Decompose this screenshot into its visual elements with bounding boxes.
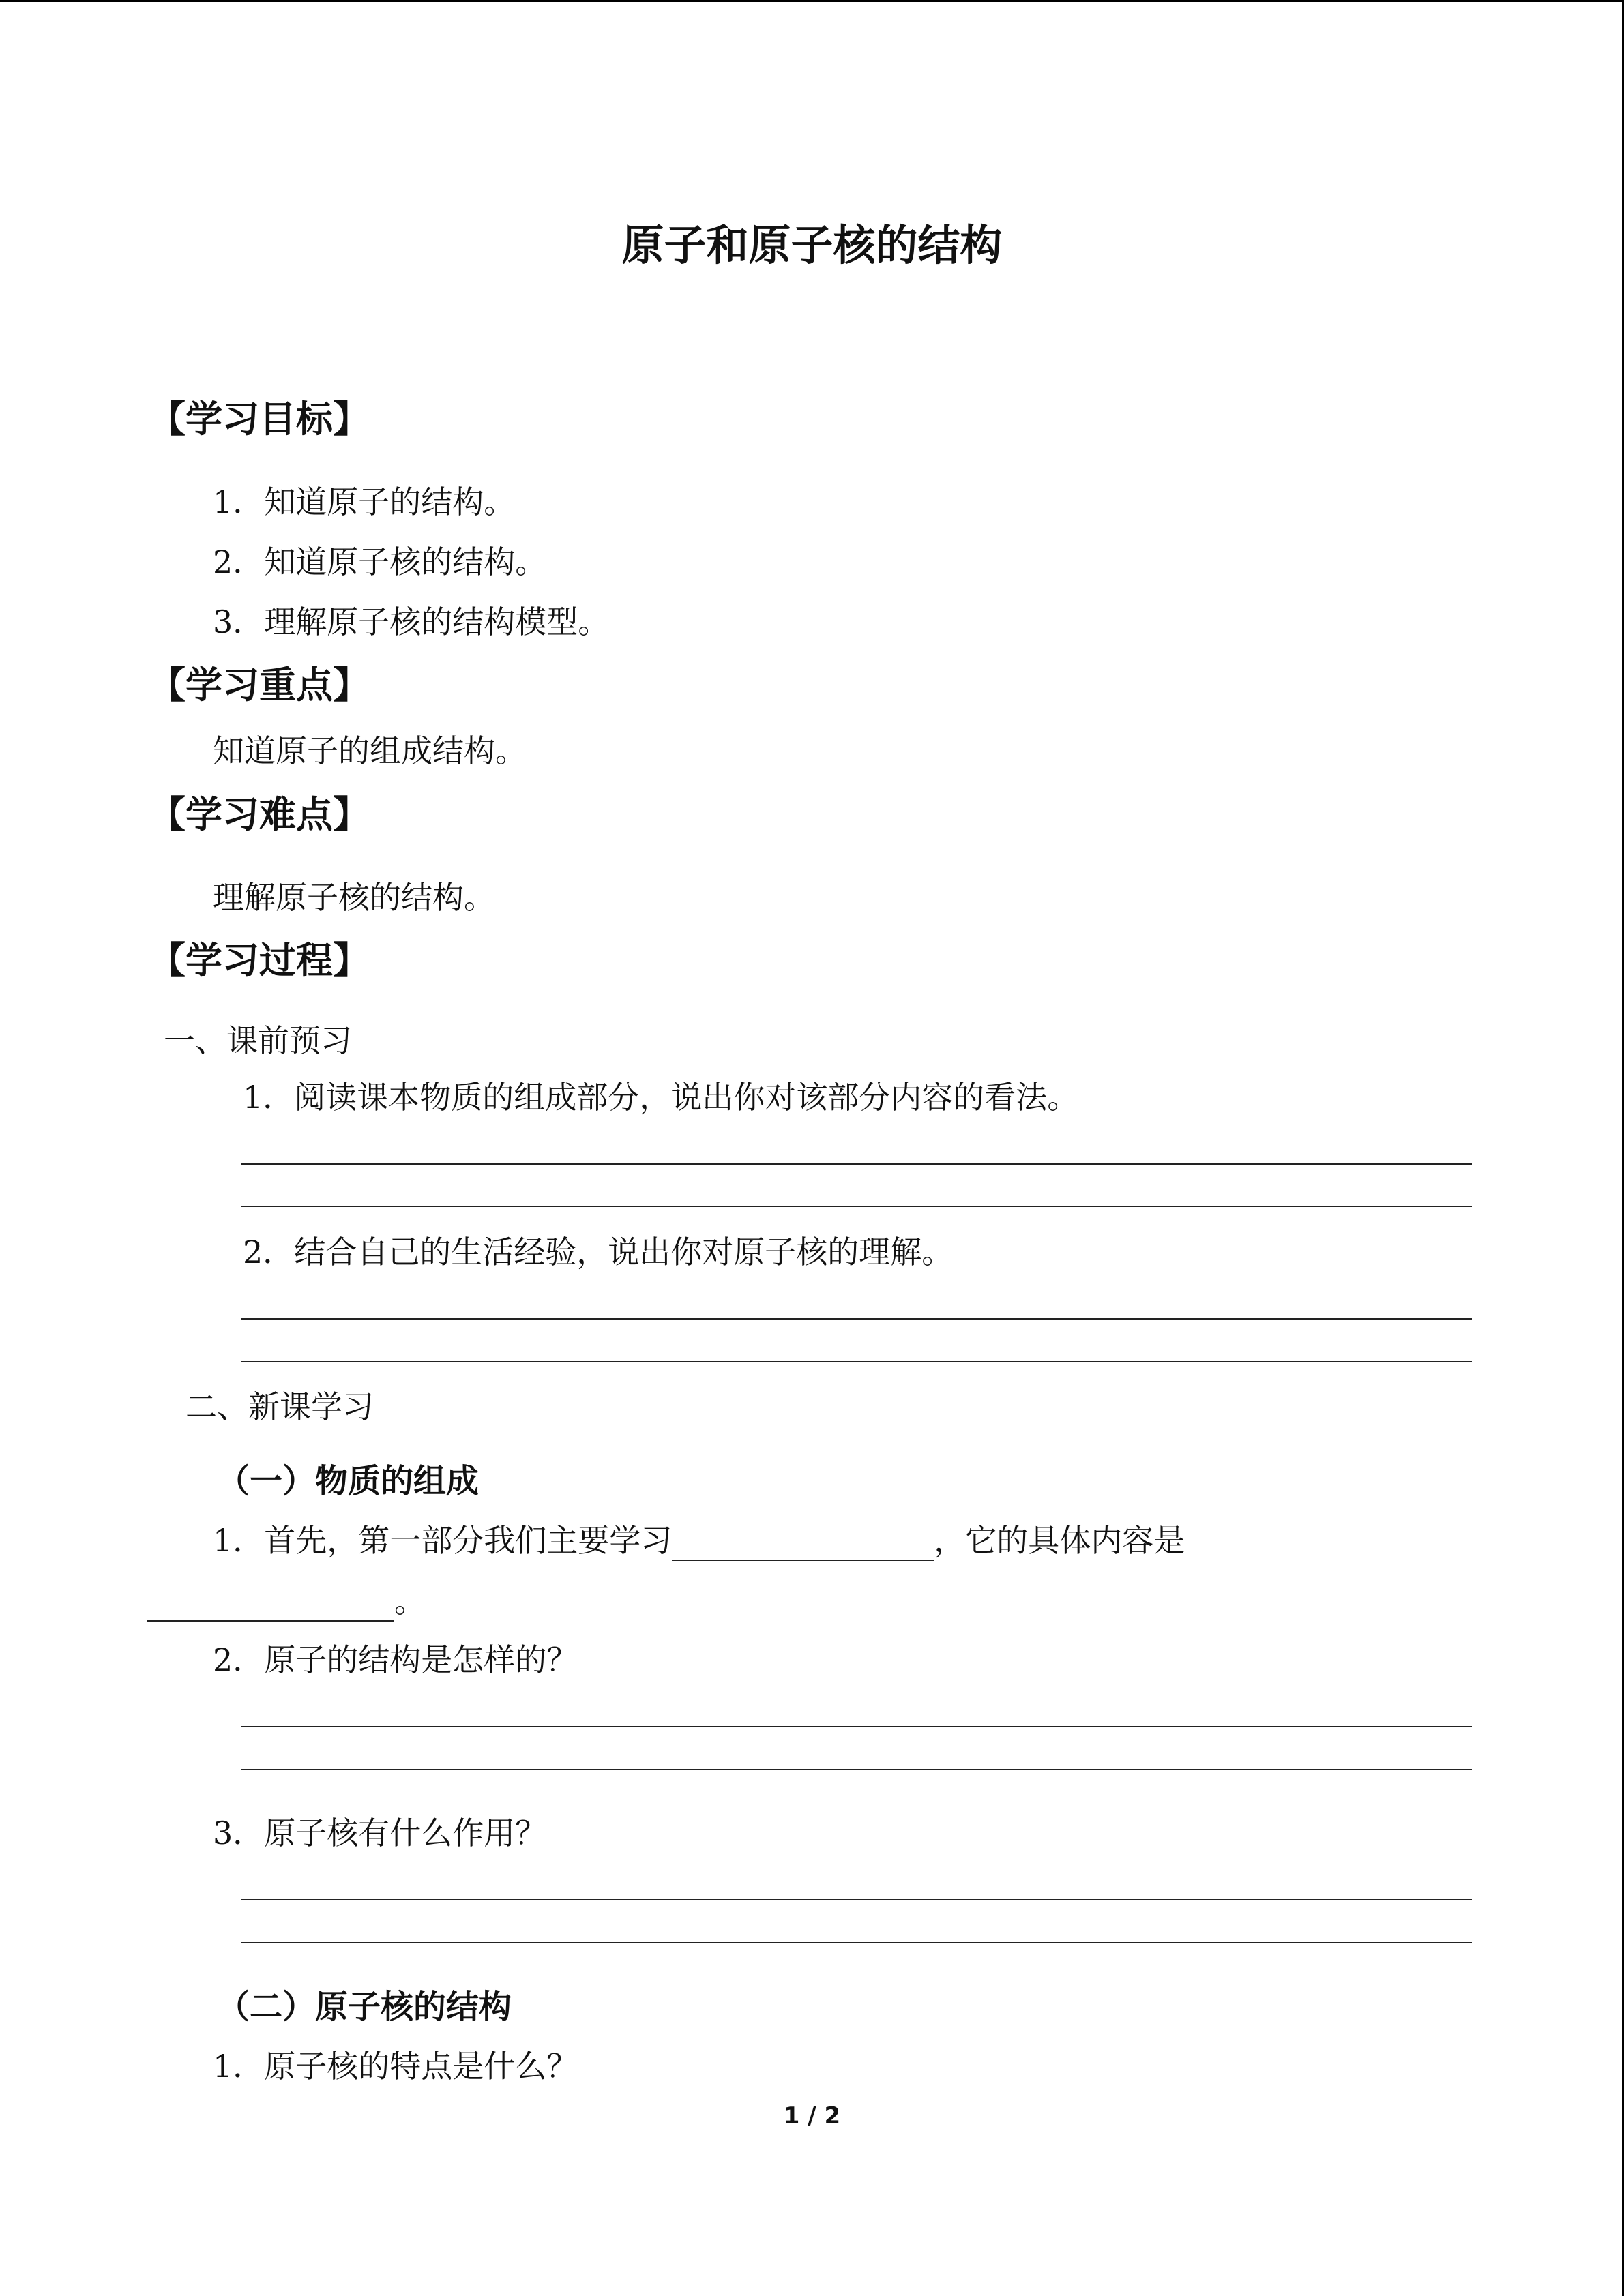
- answer-line[interactable]: [241, 1899, 1472, 1900]
- answer-line[interactable]: [241, 1163, 1472, 1165]
- part1-question-2: 2．原子的结构是怎样的？: [213, 1641, 578, 1678]
- difficulties-heading: 【学习难点】: [149, 793, 370, 836]
- answer-line[interactable]: [241, 1318, 1472, 1320]
- part1-question-1-continued: [147, 1577, 426, 1622]
- part1-q1-text-a: 1．首先，第一部分我们主要学习: [213, 1522, 673, 1559]
- preview-question-1: 1．阅读课本物质的组成部分，说出你对该部分内容的看法。: [243, 1079, 1079, 1116]
- answer-line[interactable]: [241, 1942, 1472, 1943]
- fill-blank-2[interactable]: [147, 1589, 394, 1622]
- part1-question-1: [213, 1516, 1185, 1561]
- answer-line[interactable]: [241, 1726, 1472, 1727]
- part2-title: （二）原子核的结构: [217, 1988, 512, 2026]
- difficulties-text: 理解原子核的结构。: [213, 879, 495, 916]
- preview-question-2: 2．结合自己的生活经验，说出你对原子核的理解。: [243, 1234, 954, 1270]
- part1-question-3: 3．原子核有什么作用？: [213, 1815, 547, 1851]
- document-title: 原子和原子核的结构: [621, 220, 1003, 270]
- answer-line[interactable]: [241, 1206, 1472, 1207]
- objective-item-3: 3．理解原子核的结构模型。: [213, 603, 610, 640]
- page-number: 1 / 2: [783, 2102, 841, 2130]
- fill-blank-1[interactable]: [672, 1528, 934, 1561]
- part1-q1-text-b: ，它的具体内容是: [934, 1522, 1185, 1559]
- answer-line[interactable]: [241, 1769, 1472, 1770]
- key-points-heading: 【学习重点】: [149, 664, 370, 706]
- part1-title: （一）物质的组成: [217, 1462, 479, 1500]
- page-top-border: [0, 0, 1624, 2]
- key-points-text: 知道原子的组成结构。: [213, 732, 527, 769]
- part1-q1-end: 。: [394, 1583, 426, 1620]
- part2-question-1: 1．原子核的特点是什么？: [213, 2048, 578, 2085]
- preview-title: 一、课前预习: [164, 1022, 352, 1059]
- answer-line[interactable]: [241, 1361, 1472, 1362]
- process-heading: 【学习过程】: [149, 939, 370, 982]
- objectives-heading: 【学习目标】: [149, 398, 370, 441]
- new-lesson-title: 二、新课学习: [186, 1388, 374, 1425]
- objective-item-1: 1．知道原子的结构。: [213, 483, 516, 520]
- objective-item-2: 2．知道原子核的结构。: [213, 543, 547, 580]
